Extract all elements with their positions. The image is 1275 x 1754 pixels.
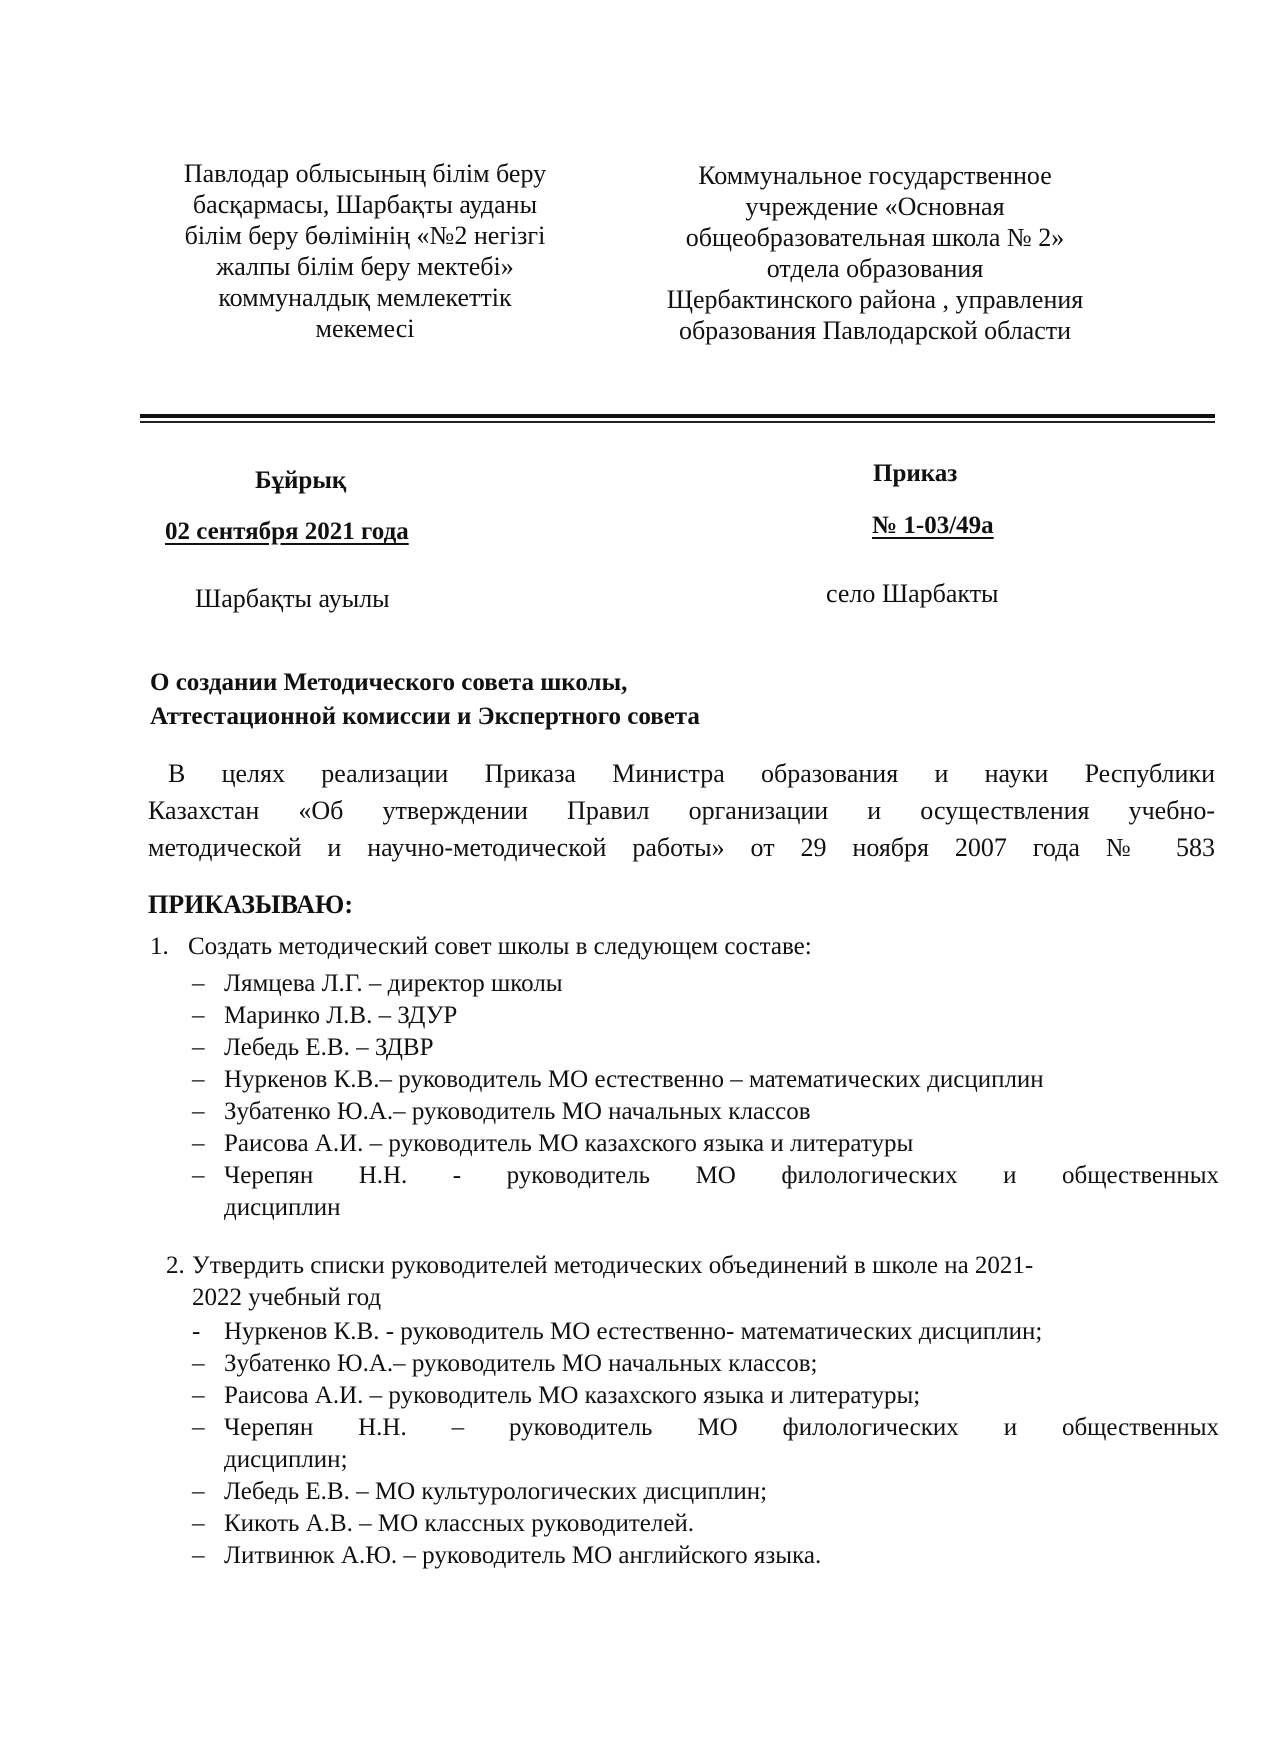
list-dash: – — [192, 1034, 205, 1061]
list-dash: – — [192, 1542, 205, 1569]
order-subject — [150, 666, 700, 734]
section-title-cont: 2022 учебный год — [192, 1284, 382, 1311]
list-item — [192, 1000, 1219, 1032]
list-dash: – — [192, 1098, 205, 1125]
list-item-text-cont: дисциплин; — [224, 1446, 348, 1473]
header-kz-line: білім беру бөлімінің «№2 негізгі — [184, 221, 546, 250]
list-item-text: Зубатенко Ю.А.– руководитель МО начальных классов; — [224, 1350, 818, 1377]
list-item — [192, 1096, 1219, 1128]
list-item-text: Раисова А.И. – руководитель МО казахского языка и литературы; — [224, 1382, 921, 1409]
list-item-text: Черепян Н.Н. - руководитель МО филологических и общественных — [224, 1162, 1219, 1189]
list-dash: – — [192, 1350, 205, 1377]
list-item — [192, 968, 1219, 1000]
header-kz-line: Павлодар облысының білім беру — [183, 159, 547, 188]
section-1-list — [192, 968, 1219, 1224]
section-title: Создать методический совет школы в следующем составе: — [188, 933, 812, 960]
list-item — [192, 1128, 1219, 1160]
header-ru-line: учреждение «Основная — [745, 192, 1005, 221]
list-item-text: Черепян Н.Н. – руководитель МО филологических и общественных — [224, 1414, 1219, 1441]
list-item-text: Нуркенов К.В.– руководитель МО естественно – математических дисциплин — [224, 1066, 1044, 1093]
preamble-line: В целях реализации Приказа Министра образования и науки Республики — [168, 759, 1215, 788]
header-ru-line: Щербактинского района , управления — [666, 285, 1084, 314]
place-kz: Шарбақты ауылы — [195, 584, 390, 613]
section-number: 1. — [150, 933, 169, 960]
list-dash: – — [192, 970, 205, 997]
header-kazakh — [150, 158, 580, 344]
section-2-list — [192, 1316, 1219, 1572]
order-title-ru: Приказ — [873, 460, 958, 487]
list-item — [192, 1508, 1219, 1540]
list-item — [192, 1316, 1219, 1348]
list-item — [192, 1064, 1219, 1096]
header-russian — [630, 160, 1120, 346]
list-item-text: Раисова А.И. – руководитель МО казахского языка и литературы — [224, 1130, 914, 1157]
header-ru-line: Коммунальное государственное — [698, 161, 1052, 190]
list-dash: – — [192, 1066, 205, 1093]
list-dash: – — [192, 1162, 205, 1189]
list-item — [192, 1540, 1219, 1572]
order-date: 02 сентября 2021 года — [165, 518, 409, 545]
preamble-line: методической и научно-методической работы» от 29 ноября 2007 года № 583 — [148, 833, 1215, 862]
header-divider-thin — [140, 421, 1215, 423]
list-item-text: Лямцева Л.Г. – директор школы — [224, 970, 563, 997]
preamble-line: Казахстан «Об утверждении Правил организации и осуществления учебно- — [148, 796, 1215, 825]
section-1-heading — [150, 931, 1220, 963]
header-divider — [140, 414, 1215, 418]
section-title: Утвердить списки руководителей методических объединений в школе на 2021- — [192, 1252, 1034, 1279]
list-dash: – — [192, 1130, 205, 1157]
header-ru-line: отдела образования — [766, 254, 984, 283]
list-item-text: Лебедь Е.В. – ЗДВР — [224, 1034, 434, 1061]
list-item — [192, 1032, 1219, 1064]
list-item-text: Литвинюк А.Ю. – руководитель МО английского языка. — [224, 1542, 822, 1569]
list-item-text: Лебедь Е.В. – МО культурологических дисциплин; — [224, 1478, 768, 1505]
list-item-text: Зубатенко Ю.А.– руководитель МО начальных классов — [224, 1098, 811, 1125]
list-item-text-cont: дисциплин — [224, 1194, 341, 1221]
list-item-text: Кикоть А.В. – МО классных руководителей. — [224, 1510, 695, 1537]
header-ru-line: общеобразовательная школа № 2» — [685, 223, 1065, 252]
section-2-heading — [150, 1250, 1220, 1314]
list-item-text: Маринко Л.В. – ЗДУР — [224, 1002, 458, 1029]
list-item — [192, 1160, 1219, 1224]
order-title-kz: Бұйрық — [255, 467, 347, 494]
list-item-text: Нуркенов К.В. - руководитель МО естественно- математических дисциплин; — [224, 1318, 1043, 1345]
list-dash: – — [192, 1510, 205, 1537]
list-dash: – — [192, 1382, 205, 1409]
preamble — [148, 755, 1215, 866]
order-number: № 1-03/49а — [872, 512, 994, 539]
list-item — [192, 1380, 1219, 1412]
place-ru: село Шарбакты — [826, 579, 999, 608]
list-dash: – — [192, 1002, 205, 1029]
subject-line: О создании Методического совета школы, — [150, 669, 628, 696]
header-ru-line: образования Павлодарской области — [678, 316, 1072, 345]
order-directive: ПРИКАЗЫВАЮ: — [148, 890, 353, 919]
list-item — [192, 1348, 1219, 1380]
list-item — [192, 1412, 1219, 1476]
header-kz-line: коммуналдық мемлекеттік — [218, 283, 512, 312]
header-kz-line: жалпы білім беру мектебі» — [216, 252, 514, 281]
section-number: 2. — [166, 1252, 185, 1279]
list-dash: – — [192, 1414, 205, 1441]
list-dash: – — [192, 1478, 205, 1505]
header-kz-line: мекемесі — [315, 314, 415, 343]
list-dash: - — [192, 1318, 201, 1345]
header-kz-line: басқармасы, Шарбақты ауданы — [192, 190, 538, 219]
list-item — [192, 1476, 1219, 1508]
subject-line: Аттестационной комиссии и Экспертного совета — [150, 703, 700, 730]
